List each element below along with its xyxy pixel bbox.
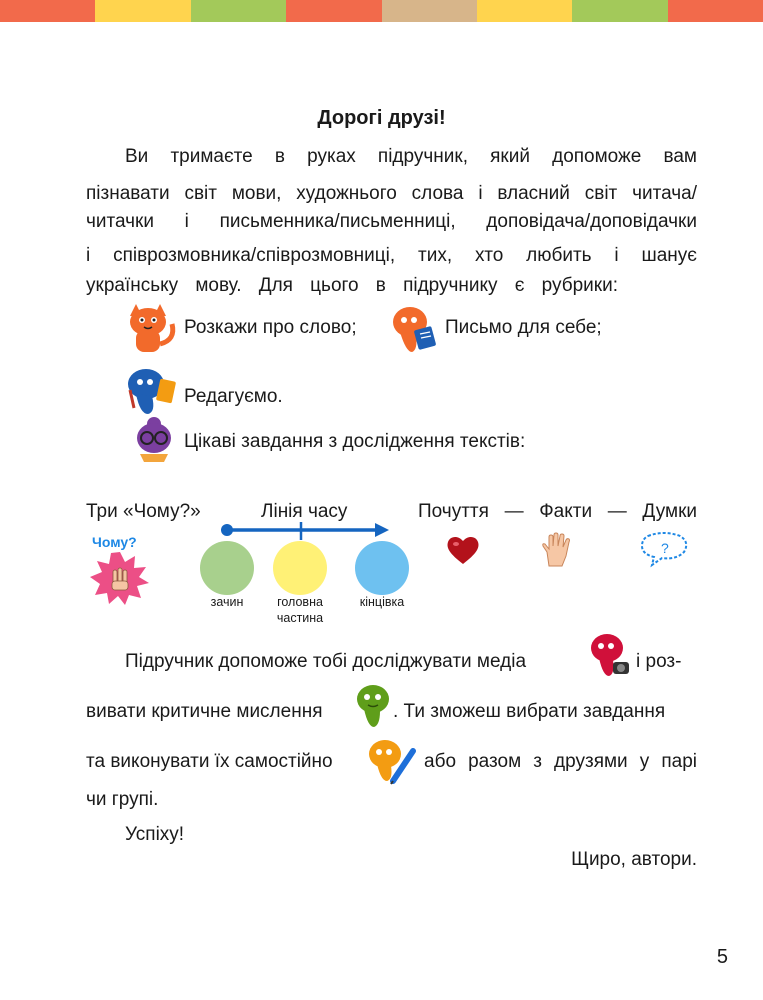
timeline-arrow [218, 519, 398, 543]
intro-line-4: і співрозмовника/співрозмовниці, тих, хто любить і шанує [86, 245, 697, 266]
timeline-beginning-label: зачин [210, 595, 244, 609]
timeline-middle-label-1: головна [277, 595, 323, 609]
why-badge-text: Чому? [92, 534, 137, 550]
mascot-with-notebook-icon [388, 302, 440, 356]
stripe [286, 0, 381, 22]
timeline-circle-middle [273, 541, 327, 595]
page-title: Дорогі друзі! [317, 107, 446, 129]
rubric-letter-self: Письмо для себе; [445, 317, 602, 338]
strategy-feelings-label: Почуття — Факти — Думки [418, 501, 697, 522]
closing-line-1a: Підручник допоможе тобі досліджувати медіа [125, 651, 527, 672]
mascot-media-icon [587, 630, 633, 680]
intro-line-1: Ви тримаєте в руках підручник, який допоможе вам [125, 146, 697, 167]
rubric-edit: Редагуємо. [184, 386, 283, 407]
intro-line-5: українську мову. Для цього в підручнику є рубрики: [86, 275, 618, 296]
strategy-timeline-label: Лінія часу [261, 501, 348, 522]
timeline-middle-label-2: частина [276, 611, 324, 625]
mascot-with-glasses-icon [130, 414, 178, 464]
mascot-with-pen-icon [365, 737, 417, 785]
svg-text:?: ? [661, 540, 669, 556]
timeline-end-label: кінцівка [359, 595, 405, 609]
strategy-why-label: Три «Чому?» [86, 501, 201, 522]
heart-icon [446, 534, 480, 566]
closing-success: Успіху! [125, 824, 185, 845]
starburst-hand-icon [89, 550, 151, 606]
stripe [382, 0, 477, 22]
hand-icon [540, 532, 572, 568]
timeline-circle-end [355, 541, 409, 595]
stripe [95, 0, 190, 22]
stripe [572, 0, 667, 22]
closing-line-3b: або разом з друзями у парі [424, 751, 697, 772]
rubric-tasks: Цікаві завдання з дослідження текстів: [184, 431, 526, 452]
page-number: 5 [716, 946, 728, 968]
closing-line-2b: . Ти зможеш вибрати завдання [393, 701, 666, 722]
intro-line-3: читачки і письменника/письменниці, доповідача/доповідачки [86, 211, 697, 232]
closing-line-2a: вивати критичне мислення [86, 701, 323, 722]
closing-line-4: чи групі. [86, 789, 159, 810]
stripe [477, 0, 572, 22]
closing-line-3a: та виконувати їх самостійно [86, 751, 333, 772]
stripe [191, 0, 286, 22]
rubric-tell-word: Розкажи про слово; [184, 317, 357, 338]
stripe [0, 0, 95, 22]
intro-line-2: пізнавати світ мови, художнього слова і власний світ читача/ [86, 183, 697, 204]
closing-signature: Щиро, автори. [571, 849, 697, 870]
thought-bubble-icon [638, 532, 690, 568]
mascot-thinking-icon [352, 681, 394, 731]
mascot-editing-icon [122, 364, 180, 416]
stripe [668, 0, 763, 22]
header-stripes [0, 0, 763, 22]
timeline-circle-beginning [200, 541, 254, 595]
closing-line-1b: і роз- [636, 651, 682, 672]
cat-mascot-icon [120, 296, 182, 358]
